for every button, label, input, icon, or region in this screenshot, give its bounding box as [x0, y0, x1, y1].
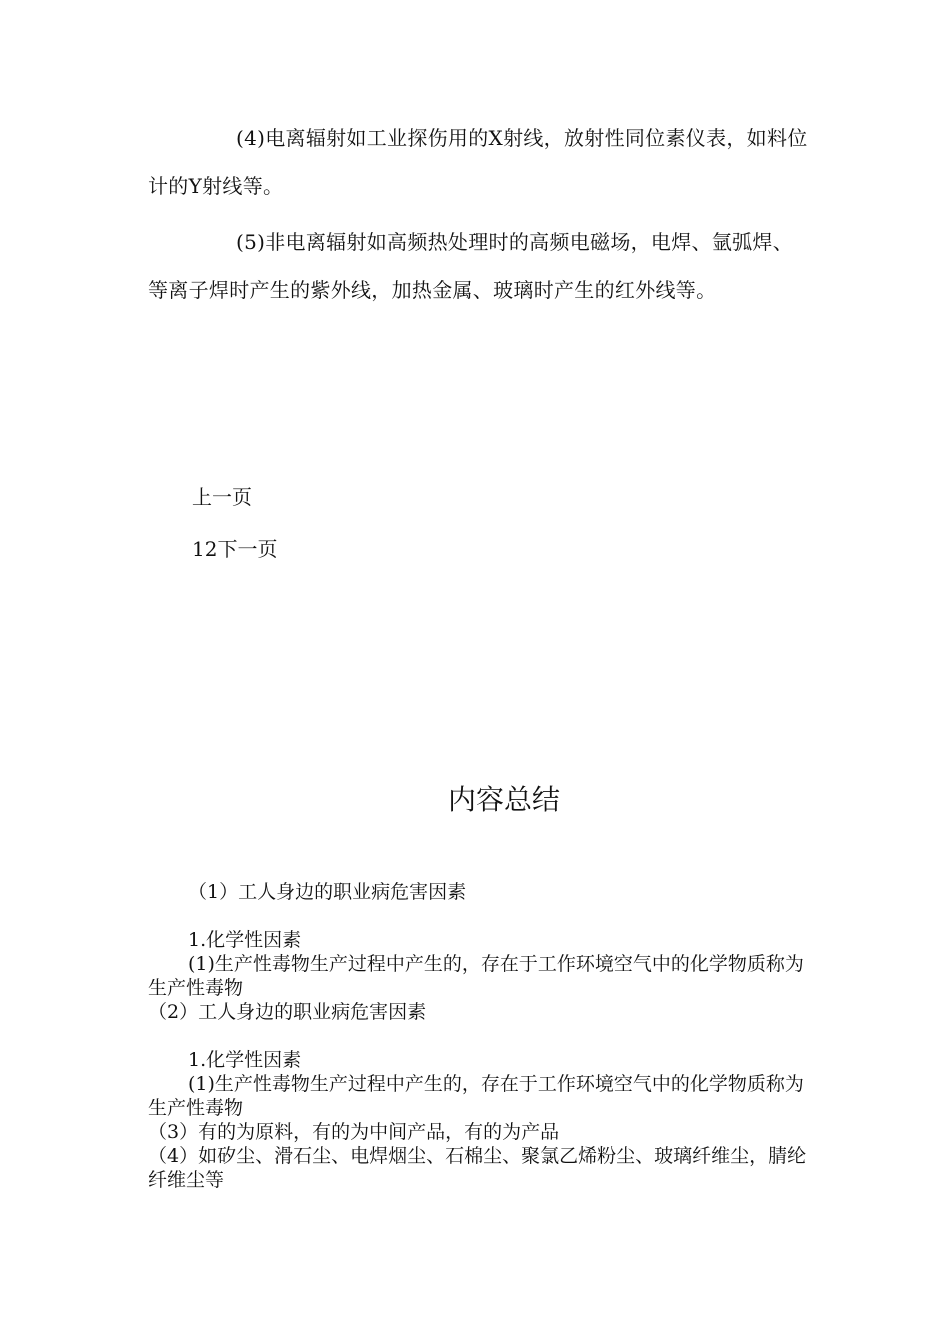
summary-block-1	[148, 928, 808, 1024]
next-page-link[interactable]: 12下一页	[192, 537, 278, 561]
summary-block-2	[148, 1048, 808, 1192]
summary-line: (1)生产性毒物生产过程中产生的，存在于工作环境空气中的化学物质称为生产性毒物	[148, 953, 804, 999]
summary-line: （2）工人身边的职业病危害因素	[148, 1001, 427, 1023]
paragraph-non-ionizing-radiation	[148, 218, 808, 314]
summary-line: （3）有的为原料，有的为中间产品，有的为产品	[148, 1121, 560, 1143]
summary-title: 内容总结	[447, 783, 560, 816]
prev-page-link[interactable]: 上一页	[192, 485, 252, 509]
summary-line: 1.化学性因素	[188, 1049, 302, 1071]
summary-line: 1.化学性因素	[188, 929, 302, 951]
paragraph-text: (5)非电离辐射如高频热处理时的高频电磁场，电焊、氩弧焊、等离子焊时产生的紫外线，加热金属、玻璃时产生的红外线等。	[148, 230, 794, 302]
summary-item	[148, 880, 808, 904]
summary-line: （1）工人身边的职业病危害因素	[188, 881, 467, 903]
summary-line: （4）如矽尘、滑石尘、电焊烟尘、石棉尘、聚氯乙烯粉尘、玻璃纤维尘，腈纶纤维尘等	[148, 1145, 807, 1191]
summary-line: (1)生产性毒物生产过程中产生的，存在于工作环境空气中的化学物质称为生产性毒物	[148, 1073, 804, 1119]
paragraph-text: (4)电离辐射如工业探伤用的X射线，放射性同位素仪表，如料位计的Y射线等。	[148, 126, 808, 198]
paragraph-ionizing-radiation	[148, 114, 808, 210]
